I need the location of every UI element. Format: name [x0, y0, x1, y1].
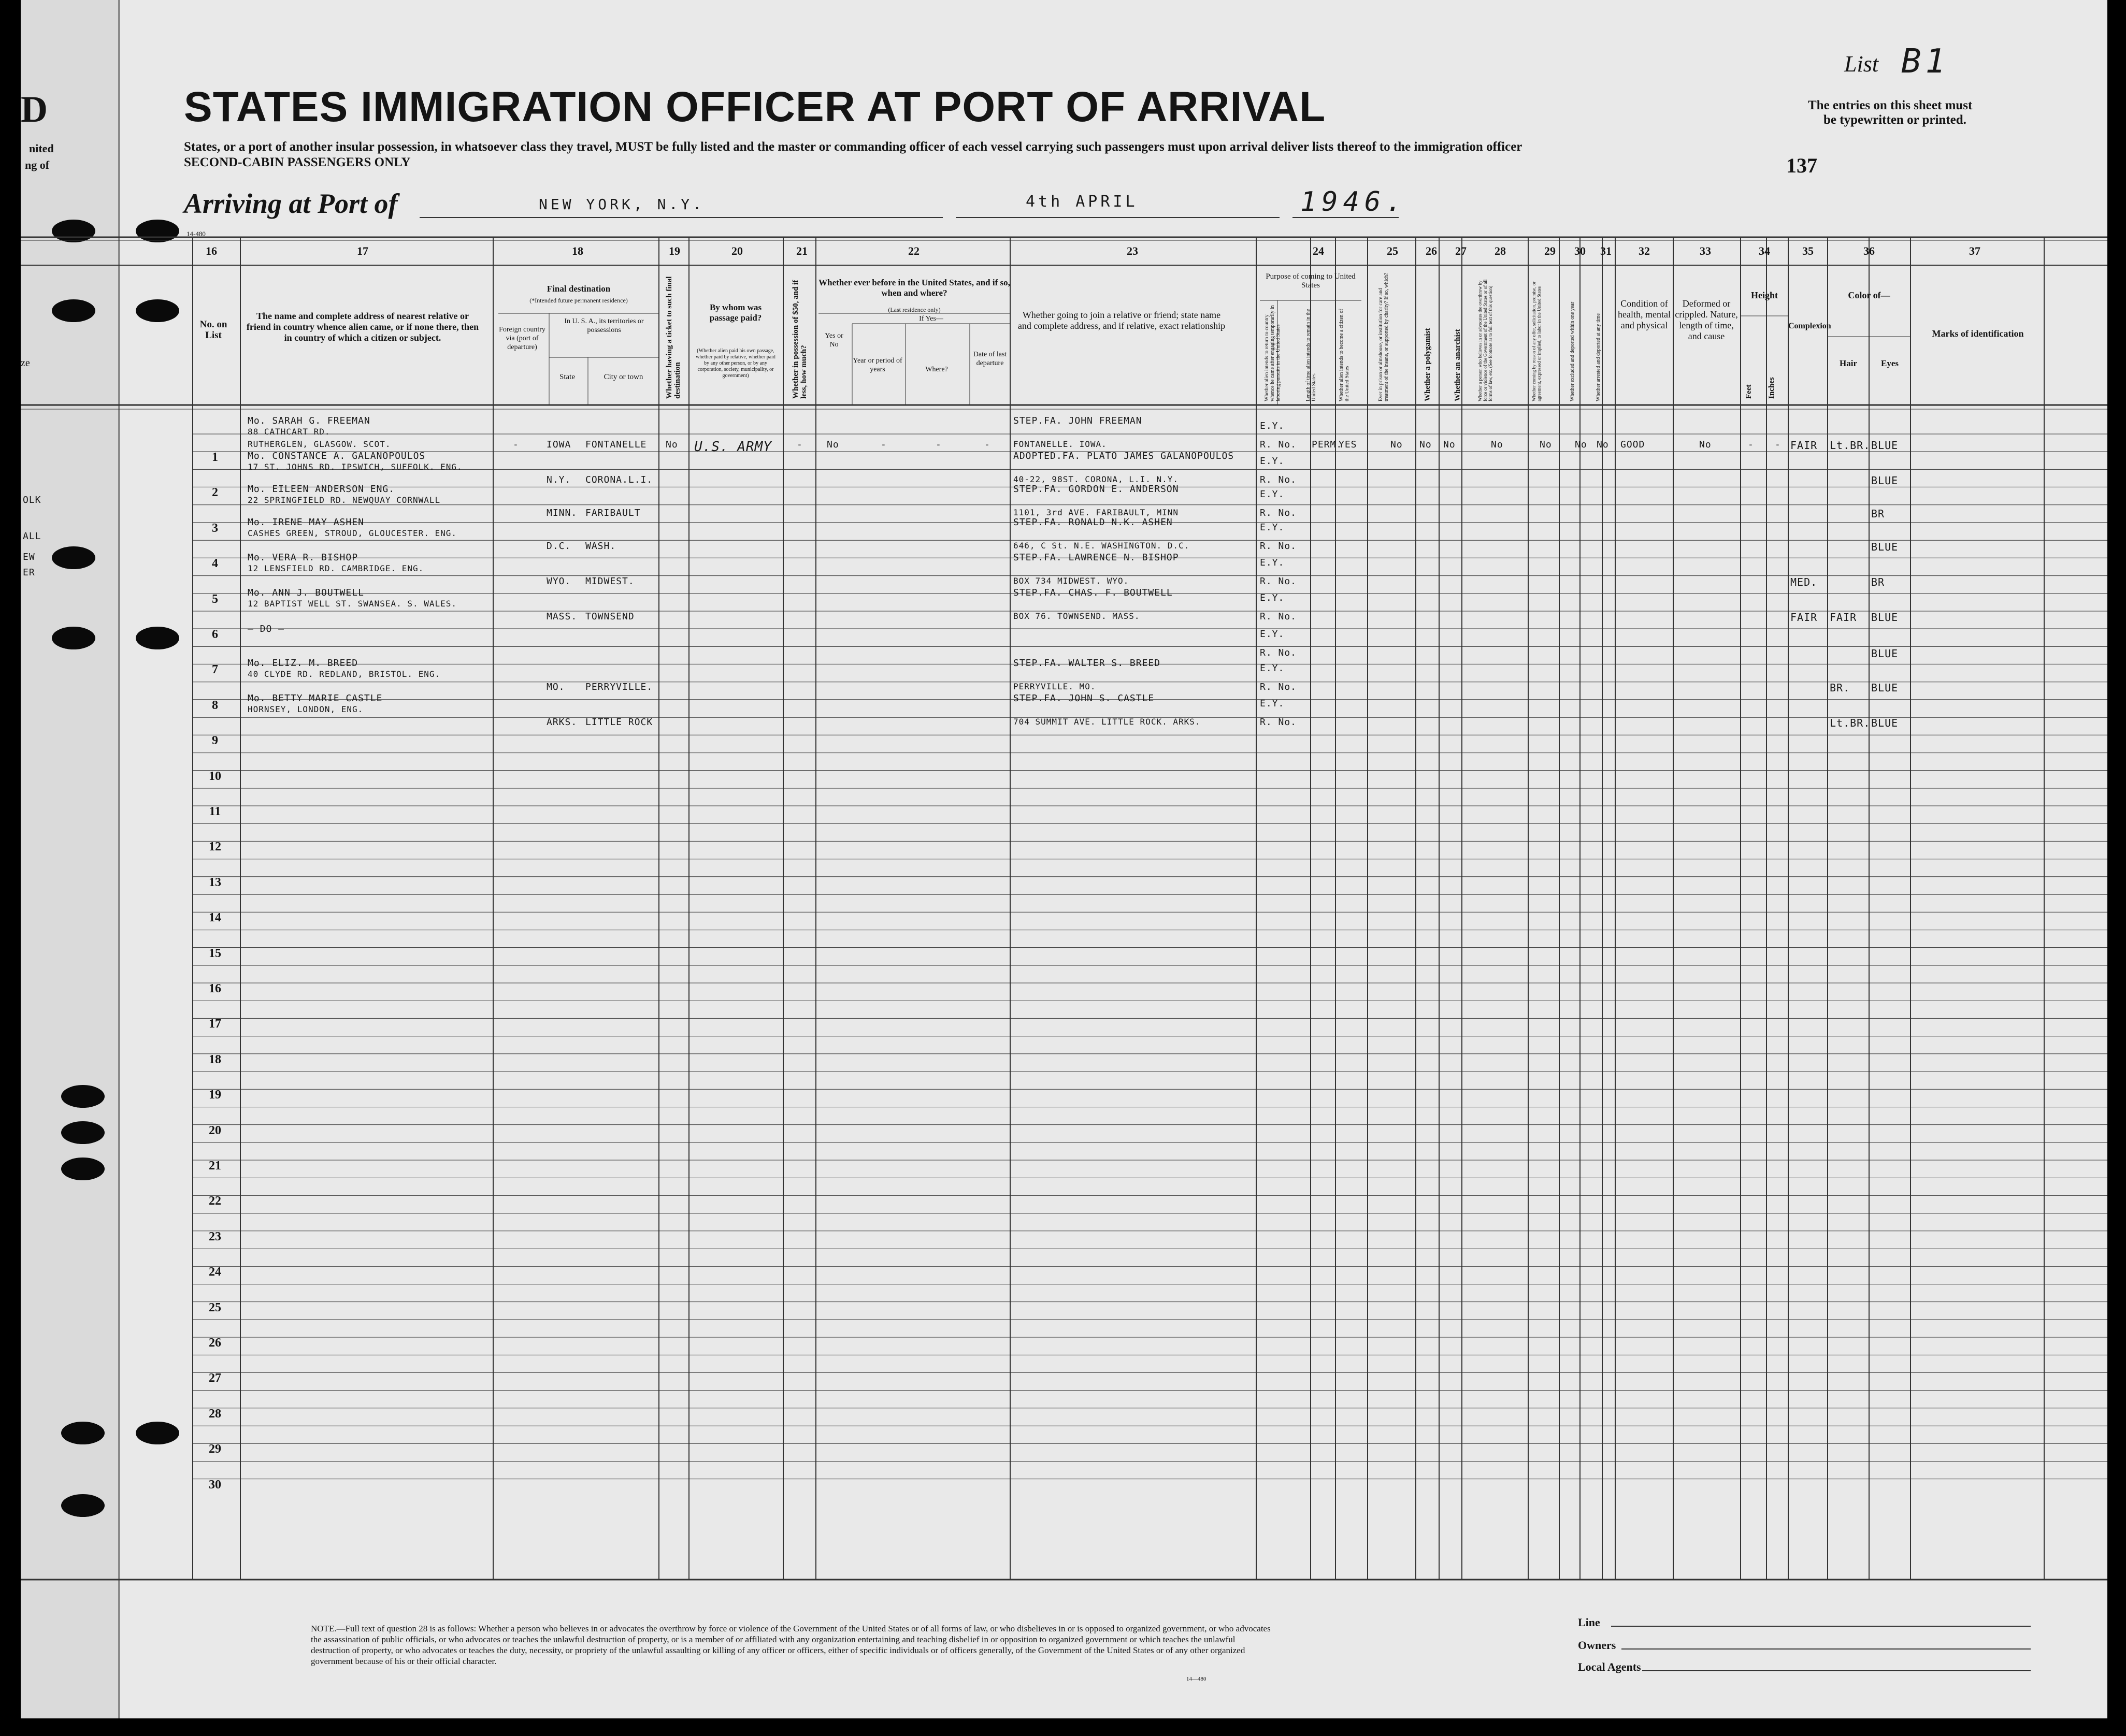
- column-number-24: 24: [1313, 244, 1324, 257]
- purpose-value: E.Y.: [1260, 663, 1285, 674]
- purpose-value: E.Y.: [1260, 698, 1285, 709]
- column-number-21: 21: [796, 244, 808, 257]
- header-last-residence: (Last residence only): [888, 306, 941, 313]
- relative-address: HORNSEY, LONDON, ENG.: [248, 704, 364, 714]
- complexion-value: FAIR: [1790, 439, 1818, 452]
- complexion-value: FAIR: [1790, 611, 1818, 624]
- row-number: 27: [209, 1371, 221, 1385]
- city-value: FARIBAULT: [585, 508, 641, 518]
- local-agents-label: Local Agents: [1578, 1660, 1641, 1673]
- join-relative-name: STEP.FA. JOHN S. CASTLE: [1013, 693, 1155, 704]
- state-value: WYO.: [547, 576, 571, 587]
- row-number: 17: [209, 1017, 221, 1031]
- column-number-27: 27: [1455, 244, 1467, 257]
- row-number: 4: [212, 557, 218, 571]
- line-label: Line: [1578, 1616, 1600, 1629]
- row-number: 20: [209, 1123, 221, 1137]
- row-number: 25: [209, 1300, 221, 1314]
- header-health: Condition of health, mental and physical: [1618, 298, 1671, 330]
- column-number-34: 34: [1759, 244, 1770, 257]
- column-number-22: 22: [908, 244, 920, 257]
- header-year-period: Year or period of years: [853, 357, 902, 373]
- row-number: 21: [209, 1159, 221, 1173]
- header-complexion: Complexion: [1788, 322, 1831, 330]
- purpose-value: E.Y.: [1260, 489, 1285, 500]
- city-value: FONTANELLE: [585, 439, 647, 450]
- join-relative-name: STEP.FA. CHAS. F. BOUTWELL: [1013, 587, 1173, 598]
- where-value: -: [936, 439, 942, 450]
- header-no-on-list: No. on List: [199, 319, 227, 341]
- header-relative-address: The name and complete address of nearest relative or friend in country whence alien came, or if none there, then in country of which a citizen or subject.: [246, 311, 479, 343]
- eyes-value: BLUE: [1871, 682, 1899, 694]
- header-final-destination-sub: (*Intended future permanent residence): [529, 297, 628, 304]
- header-deformed: Deformed or crippled. Nature, length of time, and cause: [1675, 298, 1738, 341]
- header-marks: Marks of identification: [1932, 328, 2024, 339]
- header-ticket: Whether having a ticket to such final destination: [665, 276, 682, 399]
- join-relative-name: ADOPTED.FA. PLATO JAMES GALANOPOULOS: [1013, 451, 1234, 461]
- row-number: 16: [209, 982, 221, 995]
- header-anarchist: Whether an anarchist: [1454, 329, 1462, 401]
- header-yes-no: Yes or No: [825, 332, 843, 349]
- row-number: 13: [209, 875, 221, 889]
- relative-address: 12 LENSFIELD RD. CAMBRIDGE. ENG.: [248, 563, 424, 573]
- purpose-value: E.Y.: [1260, 522, 1285, 533]
- row-number: 23: [209, 1229, 221, 1243]
- return-value: R. No.: [1260, 508, 1297, 518]
- list-label: List: [1844, 51, 1879, 77]
- column-number-17: 17: [357, 244, 368, 257]
- relative-address: 17 ST. JOHNS RD. IPSWICH, SUFFOLK. ENG.: [248, 462, 463, 472]
- ever-before-value: No: [827, 439, 839, 450]
- state-value: MASS.: [547, 611, 578, 622]
- row-number: 12: [209, 840, 221, 854]
- purpose-value: E.Y.: [1260, 456, 1285, 467]
- eyes-value: BLUE: [1871, 647, 1899, 660]
- column-number-18: 18: [572, 244, 583, 257]
- return-value: R. No.: [1260, 474, 1297, 485]
- year-value: 1946.: [1300, 186, 1407, 218]
- prev-page-word-3: EW: [23, 552, 35, 562]
- hair-value: FAIR: [1830, 611, 1857, 624]
- state-value: D.C.: [547, 541, 571, 552]
- row-number: 8: [212, 698, 218, 712]
- city-value: MIDWEST.: [585, 576, 635, 587]
- header-excluded: Whether excluded and deported within one year: [1570, 301, 1575, 401]
- header-feet: Feet: [1745, 384, 1753, 399]
- column-number-25: 25: [1387, 244, 1398, 257]
- length-value: PERM.: [1312, 439, 1343, 450]
- row-number: 14: [209, 911, 221, 925]
- header-final-destination: Final destination: [547, 284, 611, 294]
- header-color-of: Color of—: [1848, 290, 1890, 300]
- header-inches: Inches: [1768, 377, 1776, 399]
- column-number-20: 20: [731, 244, 743, 257]
- relative-name: Mo. EILEEN ANDERSON ENG.: [248, 484, 395, 495]
- hair-value: Lt.BR.: [1830, 439, 1871, 452]
- column-number-37: 37: [1969, 244, 1980, 257]
- row-number: 1: [212, 451, 218, 464]
- departure-date-value: -: [984, 439, 990, 450]
- header-in-usa: In U. S. A., its territories or possessions: [564, 317, 644, 334]
- join-relative-address: 1101, 3rd AVE. FARIBAULT, MINN: [1013, 508, 1179, 517]
- prev-page-word-4: ER: [23, 567, 35, 578]
- purpose-value: E.Y.: [1260, 421, 1285, 431]
- join-relative-address: FONTANELLE. IOWA.: [1013, 439, 1107, 449]
- overthrow-value: No: [1491, 439, 1503, 450]
- column-number-32: 32: [1639, 244, 1650, 257]
- join-relative-name: STEP.FA. GORDON E. ANDERSON: [1013, 484, 1179, 495]
- deformed-value: No: [1699, 439, 1712, 450]
- column-number-19: 19: [669, 244, 680, 257]
- instruction-note-1: The entries on this sheet must: [1808, 98, 1973, 112]
- city-value: CORONA.L.I.: [585, 474, 653, 485]
- column-number-31: 31: [1600, 244, 1612, 257]
- header-where: Where?: [925, 366, 948, 373]
- offer-value: No: [1540, 439, 1552, 450]
- eyes-value: BLUE: [1871, 541, 1899, 553]
- row-number: 6: [212, 628, 218, 641]
- eyes-value: BLUE: [1871, 717, 1899, 729]
- column-number-28: 28: [1495, 244, 1506, 257]
- eyes-value: BLUE: [1871, 439, 1899, 452]
- row-number: 10: [209, 769, 221, 783]
- return-value: R. No.: [1260, 439, 1297, 450]
- hair-value: BR.: [1830, 682, 1850, 694]
- relative-address: 40 CLYDE RD. REDLAND, BRISTOL. ENG.: [248, 669, 441, 679]
- prev-page-side-fragment: ze: [21, 357, 30, 369]
- foreign-country-value: -: [513, 439, 519, 450]
- eyes-value: BR: [1871, 576, 1885, 588]
- health-value: GOOD: [1620, 439, 1645, 450]
- city-value: TOWNSEND: [585, 611, 635, 622]
- state-value: MO.: [547, 682, 565, 692]
- eyes-value: BLUE: [1871, 611, 1899, 624]
- header-arrested: Whether arrested and deported at any time: [1596, 313, 1601, 401]
- header-state: State: [559, 373, 575, 381]
- header-ever-before: Whether ever before in the United States, and if so, when and where?: [818, 278, 1010, 298]
- join-relative-address: BOX 734 MIDWEST. WYO.: [1013, 576, 1129, 586]
- row-number: 9: [212, 734, 218, 748]
- purpose-value: E.Y.: [1260, 557, 1285, 568]
- row-number: 30: [209, 1478, 221, 1492]
- row-number: 26: [209, 1336, 221, 1350]
- header-overthrow: Whether a person who believes in or advocates the overthrow by force or violence of the Government of the United States or of all forms of law, etc. (See footnote as to full text of this question): [1477, 279, 1493, 401]
- row-number: 7: [212, 663, 218, 677]
- prev-page-word-1: OLK: [23, 495, 41, 505]
- return-value: R. No.: [1260, 717, 1297, 728]
- column-number-23: 23: [1127, 244, 1138, 257]
- row-number: 5: [212, 592, 218, 606]
- eyes-value: BR: [1871, 508, 1885, 520]
- polygamist-value: No: [1419, 439, 1432, 450]
- header-city: City or town: [604, 373, 643, 381]
- state-value: ARKS.: [547, 717, 578, 728]
- prev-page-word-2: ALL: [23, 531, 41, 542]
- owners-label: Owners: [1578, 1639, 1616, 1652]
- port-value: NEW YORK, N.Y.: [539, 196, 705, 213]
- hair-value: Lt.BR.: [1830, 717, 1871, 729]
- header-eyes: Eyes: [1881, 358, 1899, 368]
- row-number: 19: [209, 1088, 221, 1102]
- header-polygamist: Whether a polygamist: [1424, 328, 1432, 401]
- form-title: STATES IMMIGRATION OFFICER AT PORT OF ARRIVAL: [184, 83, 1326, 131]
- row-number: 18: [209, 1052, 221, 1066]
- eyes-value: BLUE: [1871, 474, 1899, 487]
- year-value: -: [881, 439, 887, 450]
- relative-name: Mo. SARAH G. FREEMAN: [248, 415, 370, 426]
- state-value: IOWA: [547, 439, 571, 450]
- header-purpose-return: Whether alien intends to return to country whence he came after engaging temporarily in laboring pursuits in the United States: [1264, 305, 1281, 401]
- return-value: R. No.: [1260, 576, 1297, 587]
- header-foreign-country: Foreign country via (port of departure): [499, 326, 545, 351]
- arriving-label: Arriving at Port of: [184, 188, 398, 219]
- city-value: LITTLE ROCK: [585, 717, 653, 728]
- join-relative-name: STEP.FA. WALTER S. BREED: [1013, 658, 1161, 669]
- anarchist-value: No: [1443, 439, 1456, 450]
- header-going-to-join: Whether going to join a relative or friend; state name and complete address, and if relative, exact relationship: [1017, 310, 1226, 331]
- row-number: 29: [209, 1442, 221, 1456]
- return-value: R. No.: [1260, 611, 1297, 622]
- prev-page-text-fragment-2: ng of: [25, 158, 50, 171]
- relative-city: RUTHERGLEN, GLASGOW. SCOT.: [248, 439, 391, 449]
- relative-address: CASHES GREEN, STROUD, GLOUCESTER. ENG.: [248, 528, 457, 538]
- header-height: Height: [1751, 290, 1778, 300]
- arrested-value: No: [1597, 439, 1609, 450]
- footnote-question-28: NOTE.—Full text of question 28 is as follows: Whether a person who believes in or advocates the overthrow by force or violence of the Government of the United States or of all forms of law, or who disbelieves in or is opposed to organized government, or who advocates the assassination of public officials, or who advocates or teaches the unlawful destruction of property, or is a member of or affiliated with any organization entertaining and teaching disbelief in or opposition to organized government or which teaches the unlawful destruction of property, or who advocates or teaches the duty, necessity, or propriety of the unlawful assaulting or killing of any officer or officers, either of specific individuals or of officers generally, of the Government of the United States or of any other organized government because of his or their official character.: [311, 1624, 1271, 1666]
- header-purpose: Purpose of coming to United States: [1266, 272, 1356, 290]
- header-hair: Hair: [1840, 358, 1857, 368]
- purpose-value: E.Y.: [1260, 592, 1285, 603]
- relative-address: 12 BAPTIST WELL ST. SWANSEA. S. WALES.: [248, 599, 457, 609]
- inches-value: -: [1775, 439, 1781, 450]
- relative-address: 88 CATHCART RD.: [248, 427, 331, 437]
- prev-page-text-fragment-1: nited: [29, 142, 54, 155]
- page-number: 137: [1786, 154, 1817, 177]
- header-fifty-dollars: Whether in possession of $50, and if less, how much?: [792, 280, 808, 399]
- return-value: R. No.: [1260, 647, 1297, 658]
- row-number: 3: [212, 521, 218, 535]
- join-relative-address: BOX 76. TOWNSEND. MASS.: [1013, 611, 1140, 621]
- prev-page-title-fragment: D: [21, 89, 48, 130]
- row-number: 11: [209, 805, 221, 818]
- citizen-value: YES: [1339, 439, 1357, 450]
- relative-name: Mo. VERA R. BISHOP: [248, 552, 358, 563]
- column-number-35: 35: [1802, 244, 1814, 257]
- instruction-note-2: be typewritten or printed.: [1823, 113, 1966, 127]
- complexion-value: MED.: [1790, 576, 1818, 588]
- relative-address: 22 SPRINGFIELD RD. NEWQUAY CORNWALL: [248, 495, 441, 505]
- footer-form-code: 14—480: [1186, 1676, 1206, 1682]
- passenger-class-line: SECOND-CABIN PASSENGERS ONLY: [184, 155, 411, 169]
- join-relative-address: PERRYVILLE. MO.: [1013, 682, 1096, 691]
- join-relative-name: STEP.FA. RONALD N.K. ASHEN: [1013, 517, 1173, 528]
- header-become-citizen: Whether alien intends to become a citizen of the United States: [1339, 309, 1350, 401]
- city-value: WASH.: [585, 541, 616, 552]
- relative-name: Mo. ANN J. BOUTWELL: [248, 587, 364, 598]
- row-number: 2: [212, 486, 218, 500]
- list-value: B1: [1901, 42, 1950, 81]
- relative-name: Mo. CONSTANCE A. GALANOPOULOS: [248, 451, 426, 461]
- state-value: N.Y.: [547, 474, 571, 485]
- header-passage-paid-sub: (Whether alien paid his own passage, whether paid by relative, whether paid by any other person, or by any corporation, society, municipality, or government): [696, 348, 775, 379]
- relative-name: Mo. IRENE MAY ASHEN: [248, 517, 364, 528]
- feet-value: -: [1748, 439, 1754, 450]
- column-number-33: 33: [1700, 244, 1711, 257]
- passage-paid-value: U.S. ARMY: [694, 439, 772, 455]
- excluded-value: No: [1575, 439, 1587, 450]
- return-value: R. No.: [1260, 541, 1297, 552]
- money-value: -: [797, 439, 803, 450]
- header-passage-paid: By whom was passage paid?: [709, 302, 762, 323]
- row-number: 24: [209, 1265, 221, 1279]
- row-number: 15: [209, 946, 221, 960]
- city-value: PERRYVILLE.: [585, 682, 653, 692]
- join-relative-address: 646, C St. N.E. WASHINGTON. D.C.: [1013, 541, 1190, 551]
- header-offer-labor: Whether coming by reason of any offer, solicitation, promise, or agreement, expressed or implied, to labor in the United States: [1531, 281, 1542, 401]
- column-number-26: 26: [1426, 244, 1437, 257]
- join-relative-name: STEP.FA. JOHN FREEMAN: [1013, 415, 1142, 426]
- instruction-line: States, or a port of another insular possession, in whatsoever class they travel, MUST be fully listed and the master or commanding officer of each vessel carrying such passengers must upon arrival deliver lists thereof to the immigration officer: [184, 140, 1522, 154]
- relative-name: Mo. BETTY MARIE CASTLE: [248, 693, 383, 704]
- date-value: 4th APRIL: [1026, 193, 1138, 211]
- prison-value: No: [1390, 439, 1403, 450]
- relative-name: — DO —: [248, 624, 285, 634]
- column-number-16: 16: [206, 244, 217, 257]
- join-relative-address: 40-22, 98ST. CORONA, L.I. N.Y.: [1013, 474, 1179, 484]
- purpose-value: E.Y.: [1260, 629, 1285, 640]
- join-relative-address: 704 SUMMIT AVE. LITTLE ROCK. ARKS.: [1013, 717, 1201, 727]
- header-if-yes: If Yes—: [919, 315, 943, 323]
- column-number-30: 30: [1574, 244, 1586, 257]
- join-relative-name: STEP.FA. LAWRENCE N. BISHOP: [1013, 552, 1179, 563]
- column-number-36: 36: [1863, 244, 1875, 257]
- return-value: R. No.: [1260, 682, 1297, 692]
- form-code: 14-480: [186, 230, 206, 238]
- ticket-value: No: [666, 439, 678, 450]
- header-date-departure: Date of last departure: [973, 351, 1007, 367]
- row-number: 22: [209, 1194, 221, 1208]
- column-number-29: 29: [1544, 244, 1556, 257]
- header-prison: Ever in prison or almshouse, or institution for care and treatment of the insane, or supported by charity? If so, which?: [1378, 272, 1389, 401]
- state-value: MINN.: [547, 508, 578, 518]
- header-length-stay: Length of time alien intends to remain in the United States: [1305, 309, 1317, 401]
- relative-name: Mo. ELIZ. M. BREED: [248, 658, 358, 669]
- row-number: 28: [209, 1407, 221, 1421]
